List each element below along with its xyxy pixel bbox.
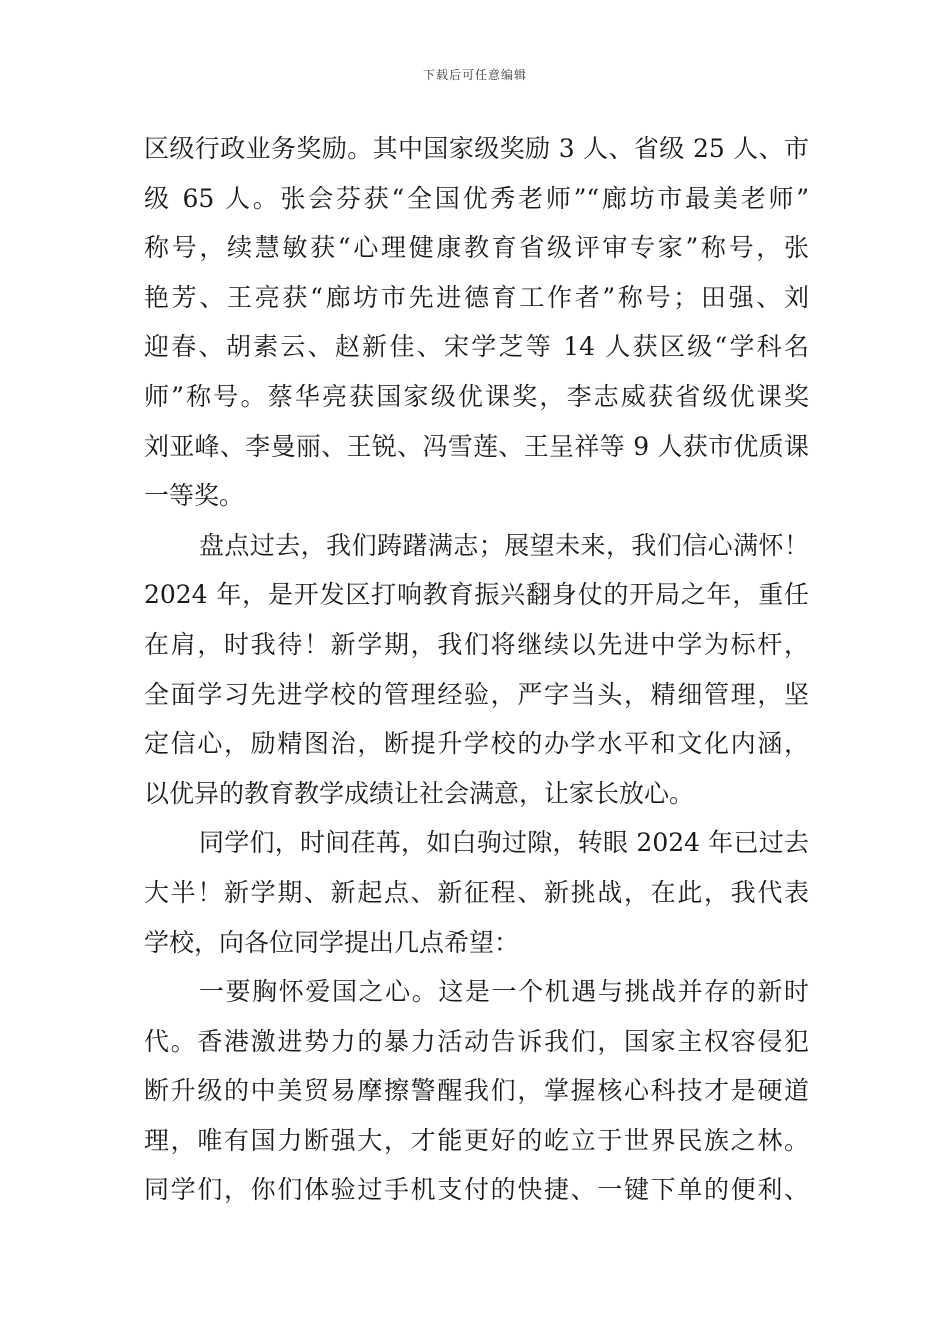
text-line: 大半！新学期、新起点、新征程、新挑战，在此，我代表 (144, 877, 809, 907)
page-header: 下载后可任意编辑 (422, 68, 527, 82)
text-line: 代。香港激进势力的暴力活动告诉我们，国家主权容侵犯 (144, 1026, 809, 1056)
text-line: 理，唯有国力断强大，才能更好的屹立于世界民族之林。 (144, 1125, 809, 1155)
text-line: 迎春、胡素云、赵新佳、宋学芝等 14 人获区级“学科名 (144, 332, 809, 362)
text-line: 称号，续慧敏获“心理健康教育省级评审专家”称号，张 (144, 233, 809, 263)
text-line: 定信心，励精图治，断提升学校的办学水平和文化内涵， (144, 729, 809, 759)
text-line: 区级行政业务奖励。其中国家级奖励 3 人、省级 25 人、市 (144, 134, 809, 163)
text-line: 刘亚峰、李曼丽、王锐、冯雪莲、王呈祥等 9 人获市优质课 (144, 431, 809, 461)
text-line: 一要胸怀爱国之心。这是一个机遇与挑战并存的新时 (199, 977, 809, 1007)
text-line: 学校，向各位同学提出几点希望： (144, 927, 520, 957)
text-line: 同学们，你们体验过手机支付的快捷、一键下单的便利、 (144, 1175, 809, 1205)
text-line: 一等奖。 (144, 481, 245, 511)
text-line: 级 65 人。张会芬获“全国优秀老师”“廊坊市最美老师” (144, 183, 809, 213)
text-line: 断升级的中美贸易摩擦警醒我们，掌握核心科技才是硬道 (144, 1076, 809, 1106)
text-line: 艳芳、王亮获“廊坊市先进德育工作者”称号；田强、刘 (144, 282, 809, 312)
document-body (144, 124, 809, 1215)
text-line: 在肩，时我待！新学期，我们将继续以先进中学为标杆， (144, 629, 809, 659)
text-line: 以优异的教育教学成绩让社会满意，让家长放心。 (144, 778, 695, 808)
text-line: 同学们，时间荏苒，如白驹过隙，转眼 2024 年已过去 (199, 828, 809, 858)
text-line: 2024 年，是开发区打响教育振兴翻身仗的开局之年，重任 (144, 580, 809, 610)
text-line: 师”称号。蔡华亮获国家级优课奖，李志威获省级优课奖 (144, 381, 809, 411)
text-line: 盘点过去，我们踌躇满志；展望未来，我们信心满怀！ (199, 530, 809, 560)
text-line: 全面学习先进学校的管理经验，严字当头，精细管理，坚 (144, 679, 809, 709)
